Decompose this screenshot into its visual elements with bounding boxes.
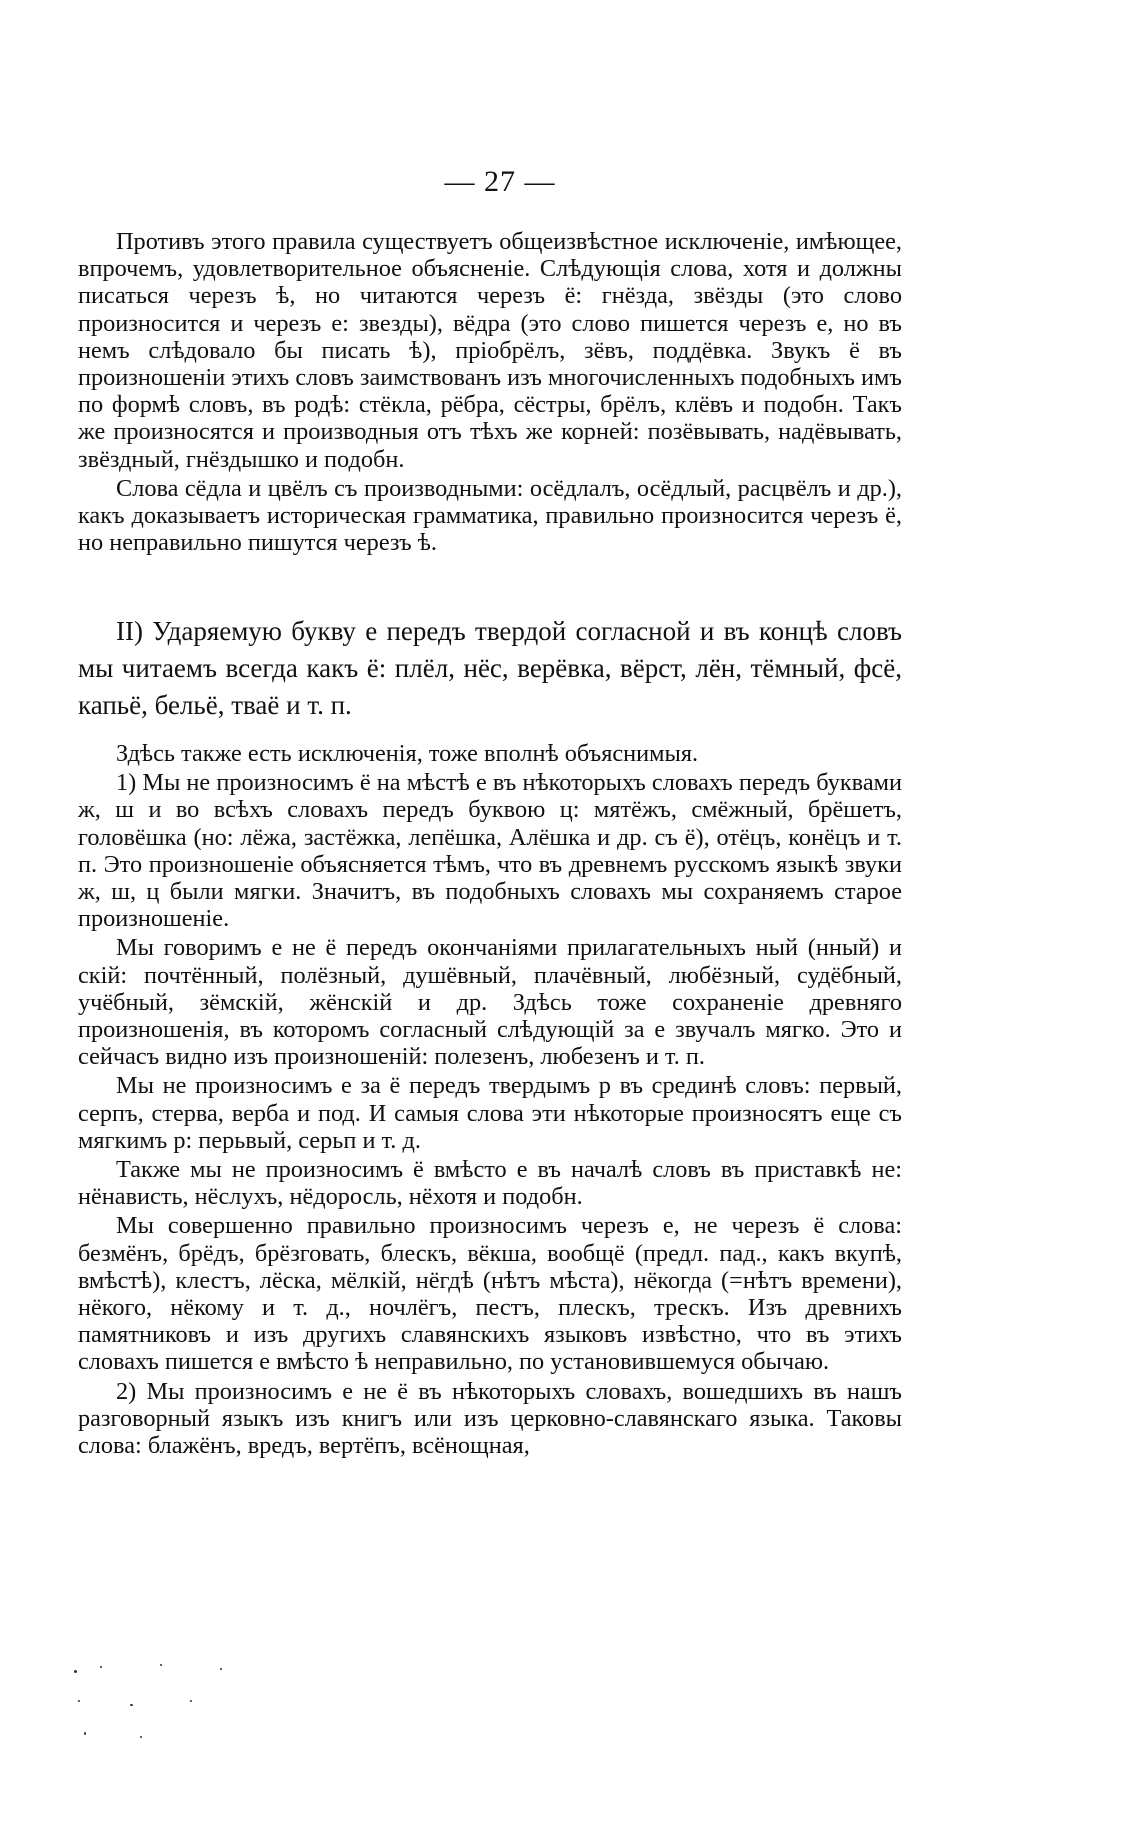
paragraph-exception-rule: Противъ этого правила существуетъ общеизвѣстное исключеніе, имѣющее, впрочемъ, удовлетворительное объясненіе. Слѣдующія слова, хотя и должны писаться черезъ ѣ, но читаются черезъ ё: гнёзда, звёзды (это слово произносится и черезъ е: звезды), вёдра (это слово пишется черезъ е, но въ немъ слѣдовало бы писать ѣ), пріобрёлъ, зёвъ, поддёвка. Звукъ ё въ произношеніи этихъ словъ заимствованъ изъ многочисленныхъ подобныхъ имъ по формѣ словъ, въ родѣ: стёкла, рёбра, сёстры, брёлъ, клёвъ и подобн. Такъ же произносятся и производныя отъ тѣхъ же корней: позёвывать, надёвывать, звёздный, гнёздышко и подобн. [78,228,902,473]
paragraph-exception-2: 2) Мы произносимъ е не ё въ нѣкоторыхъ словахъ, вошедшихъ въ нашъ разговорный языкъ изъ книгъ или изъ церковно-славянскаго языка. Таковы слова: блажёнъ, вредъ, вертёпъ, всёнощная, [78,1377,902,1460]
paragraph-correct-e: Мы совершенно правильно произносимъ черезъ е, не черезъ ё слова: безмёнъ, брёдъ, брёзговать, блескъ, вёкша, вообщё (предл. пад., какъ вкупѣ, вмѣстѣ), клестъ, лёска, мёлкій, нёгдѣ (нѣтъ мѣста), нёкогда (=нѣтъ времени), нёкого, нёкому и т. д., ночлёгъ, пестъ, плескъ, трескъ. Изъ древнихъ памятниковъ и изъ другихъ славянскихъ языковъ извѣстно, что въ этихъ словахъ пишется е вмѣсто ѣ неправильно, по установившемуся обычаю. [78,1212,902,1376]
section-exception-paragraphs [78,228,902,556]
paragraph-sedla-tsvel: Слова сёдла и цвёлъ съ производными: осёдлалъ, осёдлый, расцвёлъ и др.), какъ доказываетъ историческая грамматика, правильно произносится черезъ ё, но неправильно пишутся черезъ ѣ. [78,474,902,557]
exceptions-intro: Здѣсь также есть исключенія, тоже вполнѣ объяснимыя. [116,740,699,767]
section-rule-two [78,613,902,724]
paragraph-adjective-endings: Мы говоримъ е не ё передъ окончаніями прилагательныхъ ный (нный) и скій: почтённый, полёзный, душёвный, плачёвный, любёзный, судёбный, учёбный, зёмскій, жёнскій и др. Здѣсь тоже сохраненіе древняго произношенія, въ которомъ согласный слѣдующій за е звучалъ мягко. Это и сейчасъ видно изъ произношеній: полезенъ, любезенъ и т. п. [78,934,902,1071]
paragraph-exception-1: 1) Мы не произносимъ ё на мѣстѣ е въ нѣкоторыхъ словахъ передъ буквами ж, ш и во всѣхъ словахъ передъ буквою ц: мятёжъ, смёжный, брёшетъ, головёшка (но: лёжа, застёжка, лепёшка, Алёшка и др. съ ё), отёцъ, конёцъ и т. п. Это произношеніе объясняется тѣмъ, что въ древнемъ русскомъ языкѣ звуки ж, ш, ц были мягки. Значитъ, въ подобныхъ словахъ мы сохраняемъ старое произношеніе. [78,769,902,933]
paragraph-hard-r: Мы не произносимъ е за ё передъ твердымъ р въ срединѣ словъ: первый, серпъ, стерва, верба и под. И самыя слова эти нѣкоторые произносятъ еще съ мягкимъ р: перьвый, серьп и т. д. [78,1072,902,1154]
paragraph-prefix-ne: Также мы не произносимъ ё вмѣсто е въ началѣ словъ въ приставкѣ не: нёнависть, нёслухъ, нёдоросль, нёхотя и подобн. [78,1156,902,1211]
page-number: — 27 — [444,165,556,198]
faint-pencil-marks [70,1660,270,1750]
rule-two-heading: II) Ударяемую букву е передъ твердой согласной и въ концѣ словъ мы читаемъ всегда какъ ё: плёл, нёс, верёвка, вёрст, лён, тёмный, фсё, капьё, бельё, тваё и т. п. [78,616,902,720]
section-exceptions-list [78,740,902,1459]
